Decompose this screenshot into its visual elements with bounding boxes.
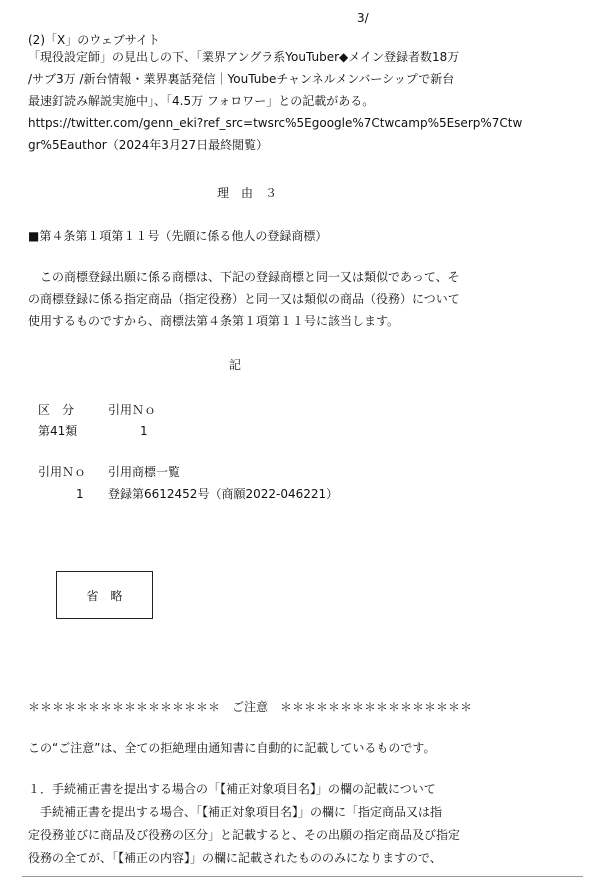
page-bottom-divider — [22, 876, 583, 877]
citation-entry: 登録第6612452号（商願2022-046221） — [108, 487, 339, 501]
citation-header-no: 引用Ｎｏ — [38, 465, 87, 479]
notice-item1-body — [28, 801, 460, 870]
text-line: 使用するものですから、商標法第４条第１項第１１号に該当します。 — [28, 314, 400, 328]
text-line: 役務の全てが、「【補正の内容】」の欄に記載されたもののみになりますので、 — [28, 851, 442, 865]
text-line: この商標登録出願に係る商標は、下記の登録商標と同一又は類似であって、そ — [28, 270, 460, 284]
url-line: https://twitter.com/genn_eki?ref_src=twsrc%5Egoogle%7Ctwcamp%5Eserp%7Ctw — [28, 116, 523, 130]
text-line: /サブ3万 /新台情報・業界裏話発信｜YouTubeチャンネルメンバーシップで新台 — [28, 72, 455, 86]
classification-header-class: 区 分 — [38, 403, 75, 417]
url-line: gr%5Eauthor（2024年3月27日最終閲覧） — [28, 138, 269, 152]
notice-intro: この“ご注意”は、全ての拒絶理由通知書に自動的に記載しているものです。 — [28, 741, 436, 755]
classification-citation-value: 1 — [140, 424, 148, 438]
citation-no: 1 — [76, 487, 84, 501]
classification-class-value: 第41類 — [38, 424, 78, 438]
website-description — [28, 46, 522, 156]
text-line: 手続補正書を提出する場合、「【補正対象項目名】」の欄に「指定商品又は指 — [28, 805, 443, 819]
reason-clause: ■第４条第１項第１１号（先願に係る他人の登録商標） — [28, 229, 328, 243]
notice-banner: ＊＊＊＊＊＊＊＊＊＊＊＊＊＊＊＊ ご注意 ＊＊＊＊＊＊＊＊＊＊＊＊＊＊＊＊ — [28, 700, 473, 714]
omitted-label: 省 略 — [86, 588, 123, 603]
text-line: の商標登録に係る指定商品（指定役務）と同一又は類似の商品（役務）について — [28, 292, 460, 306]
notice-item1-heading: １．手続補正書を提出する場合の「【補正対象項目名】」の欄の記載について — [28, 782, 436, 796]
page-number: 3/ — [357, 11, 369, 25]
reason-body — [28, 266, 460, 332]
text-line: 最速釘読み解説実施中」、「4.5万 フォロワー」との記載がある。 — [28, 94, 375, 108]
ki-heading: 記 — [229, 358, 242, 372]
text-line: 「現役設定師」の見出しの下、「業界アングラ系YouTuber◆メイン登録者数18万 — [28, 50, 460, 64]
classification-header-citation: 引用Ｎｏ — [108, 403, 157, 417]
reason-title: 理 由 ３ — [217, 186, 278, 200]
omitted-box — [56, 571, 153, 619]
website-heading: (2)「X」のウェブサイト — [28, 33, 160, 47]
text-line: 定役務並びに商品及び役務の区分」と記載すると、その出願の指定商品及び指定 — [28, 828, 461, 842]
citation-header-list: 引用商標一覧 — [108, 465, 181, 479]
